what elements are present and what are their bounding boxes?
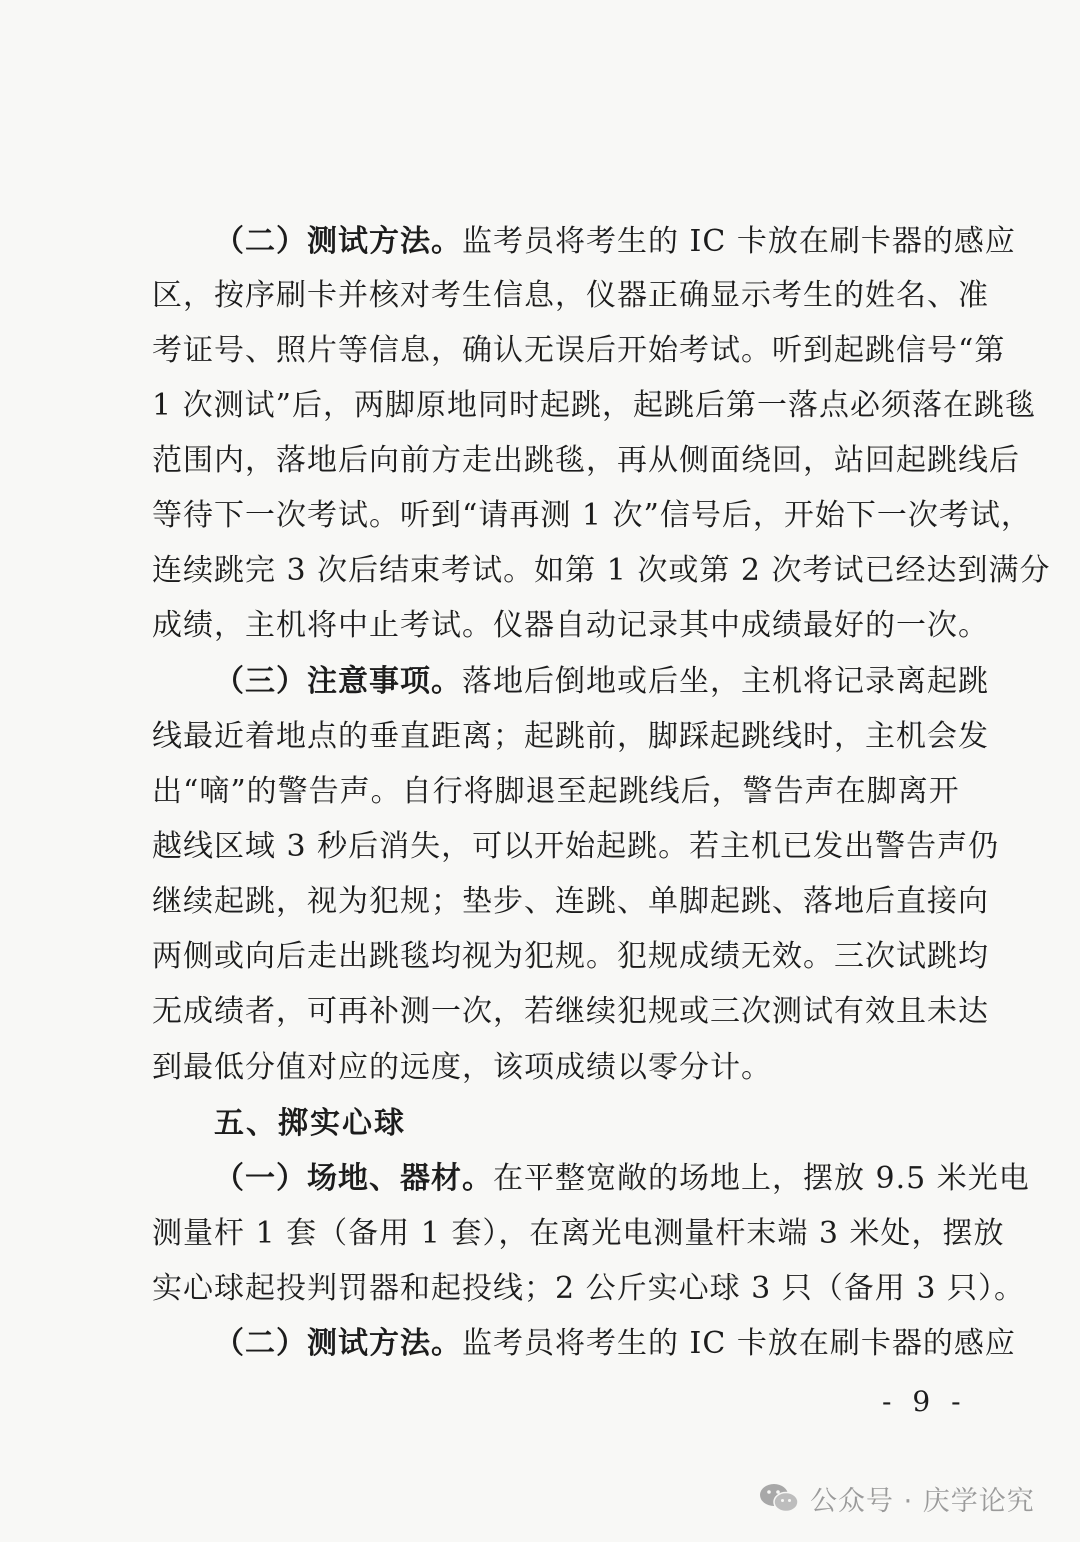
paragraph-line: 继续起跳，视为犯规；垫步、连跳、单脚起跳、落地后直接向 (152, 884, 989, 919)
section-heading: 五、掷实心球 (214, 1106, 406, 1141)
paragraph-line: 线最近着地点的垂直距离；起跳前，脚踩起跳线时，主机会发 (152, 719, 989, 754)
wechat-icon (758, 1481, 800, 1515)
paragraph-label: （一）场地、器材。 (214, 1161, 493, 1196)
paragraph-line: 范围内，落地后向前方走出跳毯，再从侧面绕回，站回起跳线后 (152, 443, 1020, 478)
paragraph-line: 无成绩者，可再补测一次，若继续犯规或三次测试有效且未达 (152, 994, 989, 1029)
watermark-text: 公众号 · 庆学论究 (810, 1485, 1035, 1517)
paragraph-line: 连续跳完 3 次后结束考试。如第 1 次或第 2 次考试已经达到满分 (152, 553, 1051, 588)
paragraph-line: 考证号、照片等信息，确认无误后开始考试。听到起跳信号“第 (152, 333, 1006, 368)
paragraph-label: （三）注意事项。 (214, 664, 462, 699)
paragraph-line: 两侧或向后走出跳毯均视为犯规。犯规成绩无效。三次试跳均 (152, 939, 989, 974)
paragraph-line: 区，按序刷卡并核对考生信息，仪器正确显示考生的姓名、准 (152, 278, 989, 313)
paragraph-line: 测量杆 1 套（备用 1 套），在离光电测量杆末端 3 米处，摆放 (152, 1216, 1005, 1251)
paragraph-line: 越线区域 3 秒后消失，可以开始起跳。若主机已发出警告声仍 (152, 829, 1000, 864)
paragraph-line: 出“嘀”的警告声。自行将脚退至起跳线后，警告声在脚离开 (152, 774, 960, 809)
watermark (758, 1478, 1035, 1518)
paragraph-notes-line-1: （三）注意事项。落地后倒地或后坐，主机将记录离起跳 (214, 664, 989, 699)
paragraph-line: 实心球起投判罚器和起投线；2 公斤实心球 3 只（备用 3 只）。 (152, 1271, 1025, 1306)
paragraph-label: （二）测试方法。 (214, 224, 462, 259)
paragraph-test-method-line-1: （二）测试方法。监考员将考生的 IC 卡放在刷卡器的感应 (214, 224, 1016, 259)
paragraph-line: 等待下一次考试。听到“请再测 1 次”信号后，开始下一次考试， (152, 498, 1032, 533)
paragraph-line: 1 次测试”后，两脚原地同时起跳，起跳后第一落点必须落在跳毯 (152, 388, 1036, 423)
paragraph-label: （二）测试方法。 (214, 1326, 462, 1361)
paragraph-test-method-2-line-1: （二）测试方法。监考员将考生的 IC 卡放在刷卡器的感应 (214, 1326, 1016, 1361)
page-number: - 9 - (882, 1385, 967, 1418)
paragraph-line: 到最低分值对应的远度，该项成绩以零分计。 (152, 1050, 772, 1085)
paragraph-venue-line-1: （一）场地、器材。在平整宽敞的场地上，摆放 9.5 米光电 (214, 1161, 1030, 1196)
paragraph-line: 成绩，主机将中止考试。仪器自动记录其中成绩最好的一次。 (152, 608, 989, 643)
